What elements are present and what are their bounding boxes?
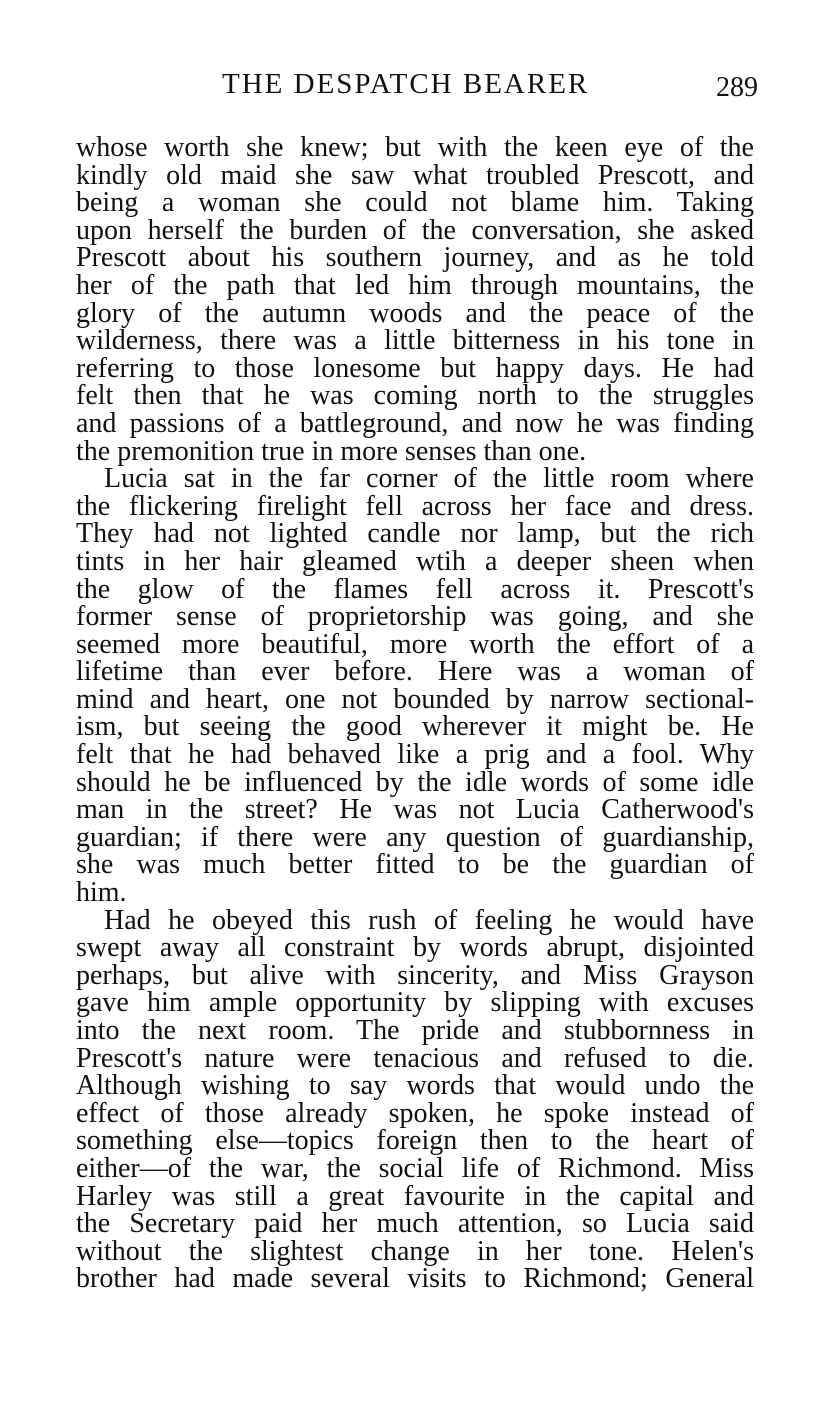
text-line: into the next room. The pride and stubbornness in — [76, 1015, 754, 1046]
text-line: Although wishing to say words that would undo the — [76, 1070, 754, 1102]
text-line: and passions of a battleground, and now he was finding — [76, 407, 754, 439]
text-line: the glow of the flames fell across it. Prescott's — [76, 573, 754, 605]
text-line: tints in her hair gleamed wtih a deeper sheen when — [76, 545, 754, 577]
text-line: perhaps, but alive with sincerity, and Miss Grayson — [76, 959, 754, 991]
text-line: seemed more beautiful, more worth the effort of a — [76, 628, 754, 660]
text-line: Prescott about his southern journey, and as he told — [76, 242, 754, 274]
text-line: her of the path that led him through mountains, the — [76, 269, 754, 301]
text-line: without the slightest change in her tone. Helen's — [76, 1235, 754, 1267]
text-line: Prescott's nature were tenacious and refused to die. — [76, 1042, 754, 1074]
paragraph — [76, 904, 754, 1295]
text-line: Had he obeyed this rush of feeling he would have — [104, 904, 754, 936]
text-line: lifetime than ever before. Here was a woman of — [76, 656, 754, 688]
text-line: brother had made several visits to Richmond; General — [76, 1263, 754, 1295]
text-line: glory of the autumn woods and the peace of the — [76, 297, 754, 329]
text-line: swept away all constraint by words abrupt, disjointed — [76, 932, 754, 964]
text-line: kindly old maid she saw what troubled Prescott, and — [76, 159, 754, 191]
text-line: mind and heart, one not bounded by narrow sectional- — [76, 683, 754, 715]
text-line: the Secretary paid her much attention, so Lucia said — [76, 1208, 754, 1240]
text-line: either—of the war, the social life of Richmond. Miss — [76, 1152, 754, 1184]
text-line: she was much better fitted to be the guardian of — [76, 849, 754, 881]
paragraph — [76, 134, 754, 465]
text-line: the flickering firelight fell across her face and dress. — [76, 490, 754, 522]
text-line: the premonition true in more senses than one. — [76, 435, 587, 467]
text-line: They had not lighted candle nor lamp, but the rich — [76, 518, 754, 550]
text-line: effect of those already spoken, he spoke instead of — [76, 1097, 754, 1129]
text-line: him. — [76, 877, 127, 909]
text-line: felt that he had behaved like a prig and a fool. Why — [76, 739, 754, 771]
text-line: guardian; if there were any question of guardianship, — [76, 821, 754, 853]
text-line: Lucia sat in the far corner of the little room where — [104, 463, 754, 495]
text-line: something else—topics foreign then to the heart of — [76, 1125, 754, 1157]
page-number: 289 — [716, 72, 758, 103]
paragraph — [76, 465, 754, 907]
text-line: upon herself the burden of the conversation, she asked — [76, 214, 754, 246]
text-line: gave him ample opportunity by slipping with excuses — [76, 987, 754, 1019]
text-line: Harley was still a great favourite in the capital and — [76, 1180, 754, 1212]
running-title: THE DESPATCH BEARER — [222, 68, 590, 100]
text-line: wilderness, there was a little bitterness in his tone in — [76, 325, 754, 357]
text-line: felt then that he was coming north to the struggles — [76, 380, 754, 412]
text-line: ism, but seeing the good wherever it might be. He — [76, 711, 754, 743]
text-line: referring to those lonesome but happy days. He had — [76, 352, 754, 384]
text-line: being a woman she could not blame him. Taking — [76, 187, 754, 219]
text-line: former sense of proprietorship was going, and she — [76, 601, 754, 633]
body-text — [76, 134, 754, 1293]
page-header — [0, 66, 830, 106]
text-line: man in the street? He was not Lucia Catherwood's — [76, 794, 754, 826]
text-line: should he be influenced by the idle words of some idle — [76, 766, 754, 798]
text-line: whose worth she knew; but with the keen eye of the — [76, 132, 754, 163]
